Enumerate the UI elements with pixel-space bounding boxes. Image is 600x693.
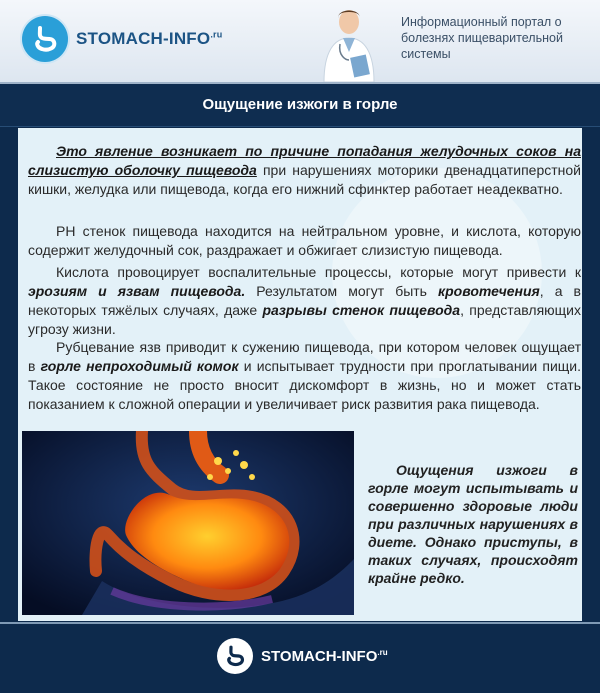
stomach-illustration	[22, 431, 354, 615]
paragraph-1: Это явление возникает по причине попадания желудочных соков на слизистую оболочку пищевода при нарушениях моторики двенадцатиперстной кишки, желудка или пищевода, когда его нижний сфинктер работает неадекватно.	[28, 143, 582, 197]
paragraph-4: Рубцевание язв приводит к сужению пищевода, при котором человек ощущает в горле непроходимый комок и испытывает трудности при проглатывании пищи. Такое состояние не просто вносит дискомфорт в жизнь, но и может стать показанием к сложной операции и увеличивает риск развития рака пищевода.	[28, 339, 581, 412]
article-content	[18, 128, 582, 621]
title-bar	[0, 84, 600, 127]
site-footer	[0, 622, 600, 693]
paragraph-2: РН стенок пищевода находится на нейтральном уровне, и кислота, которую содержит желудочный сок, раздражает и обжигает слизистую пищевода.	[28, 223, 581, 258]
stomach-logo-icon	[217, 638, 253, 674]
site-logo[interactable]	[22, 16, 222, 62]
footer-logo[interactable]	[217, 638, 388, 674]
paragraph-3: Кислота провоцирует воспалительные процессы, которые могут привести к эрозиям и язвам пищевода. Результатом могут быть кровотечения, а в некоторых тяжёлых случаях, даже разрывы стенок пищевода, представляющих угрозу жизни.	[28, 264, 581, 337]
page-title: Ощущение изжоги в горле	[202, 96, 398, 113]
doctor-illustration-icon	[316, 4, 382, 82]
side-quote: Ощущения изжоги в горле могут испытывать и совершенно здоровые люди при различных нарушениях в диете. Однако приступы, в таких случаях, происходят крайне редко.	[368, 462, 578, 586]
site-tagline: Информационный портал о болезнях пищеварительной системы	[401, 15, 563, 61]
footer-logo-text: STOMACH-$INFO^{.ru}$	[261, 647, 388, 665]
logo-text: STOMACH-$INFO^{.ru}$	[76, 29, 223, 48]
site-header	[0, 0, 600, 84]
stomach-logo-icon	[22, 16, 68, 62]
